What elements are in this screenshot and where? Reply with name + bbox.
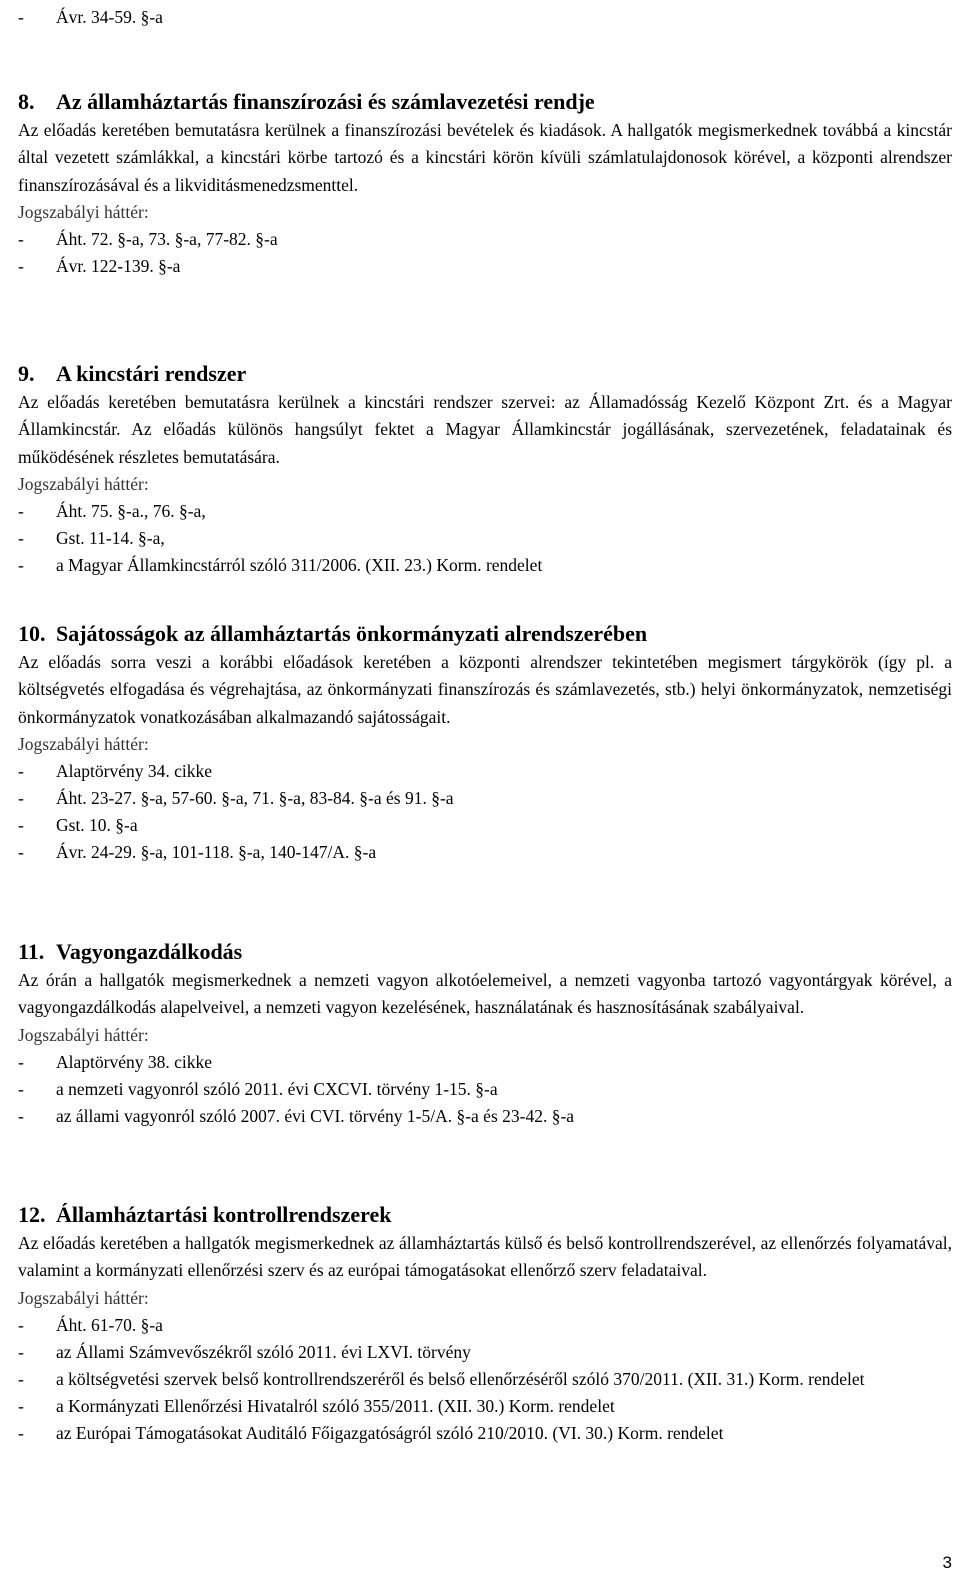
list-dash: - <box>18 1105 24 1126</box>
list-item <box>18 785 952 812</box>
section-title: A kincstári rendszer <box>56 361 247 386</box>
list-dash: - <box>18 760 24 781</box>
list-dash: - <box>18 1395 24 1416</box>
list-item <box>18 4 952 31</box>
list-dash: - <box>18 527 24 548</box>
section-title: Államháztartási kontrollrendszerek <box>56 1202 392 1227</box>
list-item-text: Alaptörvény 38. cikke <box>56 1051 212 1072</box>
list-dash: - <box>18 1341 24 1362</box>
section-title: Az államháztartás finanszírozási és számlavezetési rendje <box>56 89 595 114</box>
legal-background-label: Jogszabályi háttér: <box>18 733 149 754</box>
section-title: Sajátosságok az államháztartás önkormányzati alrendszerében <box>56 621 648 646</box>
list-dash: - <box>18 814 24 835</box>
list-item-text: Áht. 72. §-a, 73. §-a, 77-82. §-a <box>56 228 278 249</box>
list-dash: - <box>18 500 24 521</box>
list-item-text: Ávr. 34-59. §-a <box>56 7 163 27</box>
list-item-text: Áht. 61-70. §-a <box>56 1314 163 1335</box>
section-paragraph: Az előadás sorra veszi a korábbi előadások keretében a központi alrendszer tekintetében megismert tárgykörök (így pl. a költségvetés elfogadása és végrehajtása, az önkormányzati finanszírozás és számlavezetés, stb.) helyi önkormányzatok, nemzetiségi önkormányzatok vonatkozásában alkalmazandó sajátosságait. <box>18 652 952 727</box>
page-number: 3 <box>942 1553 952 1572</box>
list-item <box>18 1103 952 1130</box>
list-item-text: Ávr. 24-29. §-a, 101-118. §-a, 140-147/A. §-a <box>56 841 377 862</box>
list-item-text: az Állami Számvevőszékről szóló 2011. évi LXVI. törvény <box>56 1341 471 1362</box>
list-item <box>18 253 952 280</box>
list-item <box>18 552 952 579</box>
list-item <box>18 1312 952 1339</box>
list-item <box>18 1393 952 1420</box>
list-item <box>18 839 952 866</box>
section-paragraph: Az órán a hallgatók megismerkednek a nemzeti vagyon alkotóelemeivel, a nemzeti vagyonba tartozó vagyontárgyak körével, a vagyongazdálkodás alapelveivel, a nemzeti vagyon kezelésének, használatának és hasznosításának szabályaival. <box>18 970 952 1018</box>
list-item-text: Áht. 23-27. §-a, 57-60. §-a, 71. §-a, 83-84. §-a és 91. §-a <box>56 787 454 808</box>
section-number: 10. <box>18 621 46 646</box>
list-item-text: Gst. 10. §-a <box>56 814 138 835</box>
list-item <box>18 525 952 552</box>
section-number: 9. <box>18 361 35 386</box>
section-title: Vagyongazdálkodás <box>56 939 243 964</box>
list-item <box>18 1339 952 1366</box>
section-heading <box>18 359 952 389</box>
list-item-text: Gst. 11-14. §-a, <box>56 527 165 548</box>
list-dash: - <box>18 1314 24 1335</box>
list-item-text: az Európai Támogatásokat Auditáló Főigazgatóságról szóló 210/2010. (VI. 30.) Korm. rendelet <box>56 1422 724 1443</box>
list-dash: - <box>18 255 24 276</box>
section-number: 8. <box>18 89 35 114</box>
list-item-text: Áht. 75. §-a., 76. §-a, <box>56 500 206 521</box>
section-12 <box>18 1200 952 1447</box>
list-item <box>18 226 952 253</box>
list-item <box>18 1366 952 1393</box>
section-paragraph: Az előadás keretében a hallgatók megismerkednek az államháztartás külső és belső kontrollrendszerével, az ellenőrzés folyamatával, valamint a kormányzati ellenőrzési szerv és az európai támogatásokat ellenőrző szerv feladataival. <box>18 1233 952 1281</box>
section-heading <box>18 937 952 967</box>
list-dash: - <box>18 228 24 249</box>
section-paragraph: Az előadás keretében bemutatásra kerülnek a finanszírozási bevételek és kiadások. A hallgatók megismerkednek továbbá a kincstár által vezetett számlákkal, a kincstári körbe tartozó és a kincstári körön kívüli számlatulajdonosok körével, a központi alrendszer finanszírozásával és a likviditásmenedzsmenttel. <box>18 120 952 195</box>
section-number: 11. <box>18 939 45 964</box>
list-item <box>18 1049 952 1076</box>
list-dash: - <box>18 1051 24 1072</box>
list-dash: - <box>18 1422 24 1443</box>
legal-background-label: Jogszabályi háttér: <box>18 473 149 494</box>
section-10 <box>18 619 952 866</box>
list-item <box>18 1076 952 1103</box>
list-item-text: Alaptörvény 34. cikke <box>56 760 212 781</box>
section-8 <box>18 87 952 280</box>
list-item <box>18 1420 952 1447</box>
list-dash: - <box>18 1078 24 1099</box>
list-item <box>18 758 952 785</box>
list-item-text: Ávr. 122-139. §-a <box>56 255 181 276</box>
section-heading <box>18 619 952 649</box>
list-item-text: a költségvetési szervek belső kontrollrendszeréről és belső ellenőrzéséről szóló 370/2011. (XII. 31.) Korm. rendelet <box>56 1368 865 1389</box>
list-dash: - <box>18 7 24 27</box>
legal-background-label: Jogszabályi háttér: <box>18 201 149 222</box>
list-dash: - <box>18 554 24 575</box>
list-item-text: a Magyar Államkincstárról szóló 311/2006. (XII. 23.) Korm. rendelet <box>56 554 543 575</box>
list-dash: - <box>18 841 24 862</box>
list-item <box>18 498 952 525</box>
list-item-text: a Kormányzati Ellenőrzési Hivatalról szóló 355/2011. (XII. 30.) Korm. rendelet <box>56 1395 615 1416</box>
section-11 <box>18 937 952 1130</box>
list-dash: - <box>18 787 24 808</box>
list-item <box>18 812 952 839</box>
section-heading <box>18 87 952 117</box>
legal-background-label: Jogszabályi háttér: <box>18 1024 149 1045</box>
top-list <box>18 4 952 31</box>
list-dash: - <box>18 1368 24 1389</box>
section-number: 12. <box>18 1202 46 1227</box>
list-item-text: a nemzeti vagyonról szóló 2011. évi CXCVI. törvény 1-15. §-a <box>56 1078 498 1099</box>
section-paragraph: Az előadás keretében bemutatásra kerülnek a kincstári rendszer szervei: az Államadósság Kezelő Központ Zrt. és a Magyar Államkincstár. Az előadás különös hangsúlyt fektet a Magyar Államkincstár jogállásának, szervezetének, feladatainak és működésének részletes bemutatására. <box>18 392 952 467</box>
list-item-text: az állami vagyonról szóló 2007. évi CVI. törvény 1-5/A. §-a és 23-42. §-a <box>56 1105 575 1126</box>
section-9 <box>18 359 952 579</box>
legal-background-label: Jogszabályi háttér: <box>18 1287 149 1308</box>
section-heading <box>18 1200 952 1230</box>
